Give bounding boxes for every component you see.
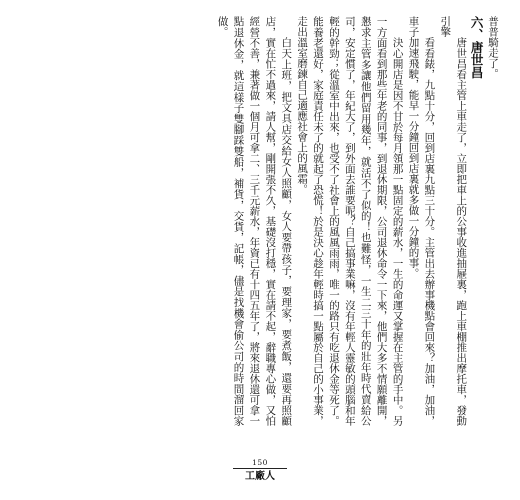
paragraph-4: 白天上班，把文具店交給女人照顧，女人要帶孩子，要理家，要煮飯，還要再照顧店，實在忙不過來，請人幫，剛開張不久，基礎沒打穩，實在請不起，辭職專心做，又怕經營不善，兼著做一個月可拿二、三千元薪水，年資已有十四五年了，將來退休還可拿一點退休金，就這樣子雙腳踩雙船，補貨，交貨，記帳，儘是找機會偷公司的時間溜回家做。 bbox=[216, 16, 293, 426]
article-body bbox=[20, 16, 500, 426]
page-footer bbox=[0, 458, 520, 483]
paragraph-2: 看看錶，九點十分，回到店裏九點三十分。主管出去辦事機點會回來？加油，加油，車子加速飛駛，能早一分鐘回到店裏就多做一分鐘的事。 bbox=[407, 16, 436, 426]
paragraph-3: 決心開店是因不甘於每月領那一點固定的薪水，一生的命運又掌握在主管的手中。另一方面看到那些年老的同事，到退休期限，公司退休命令一下來，他們大多不情願離開，懇求主管多讓他們留用幾年，就活不了似的！也難怪，一生二三十年的壯年時代賣給公司，安定慣了，年紀大了，到外面去誰要呢？自己搞事業嘛，沒有年輕人靈敏的頭腦和年輕的幹勁；從溫室中出來，也受不了社會上的風風雨雨，唯一的路只有吃退休金等死了。能養老還好，家庭責任未了的就起了恐慌！於是決心趁年輕時搞一點屬於自己的小事業，走出溫室磨鍊自己適應社會上的風霜。 bbox=[296, 16, 404, 426]
book-title: 工廠人 bbox=[245, 471, 275, 482]
section-heading: 六、唐世昌 bbox=[469, 16, 485, 79]
footer-rule bbox=[233, 468, 287, 469]
paragraph-1: 唐世昌看主管上車走了，立即把車上的公事收進抽屜裏，跑上車棚推出摩托車，發動引擎 bbox=[439, 16, 468, 426]
paragraph-continuation: 普普騎走了。 bbox=[487, 16, 499, 79]
page-number: 150 bbox=[252, 458, 268, 467]
